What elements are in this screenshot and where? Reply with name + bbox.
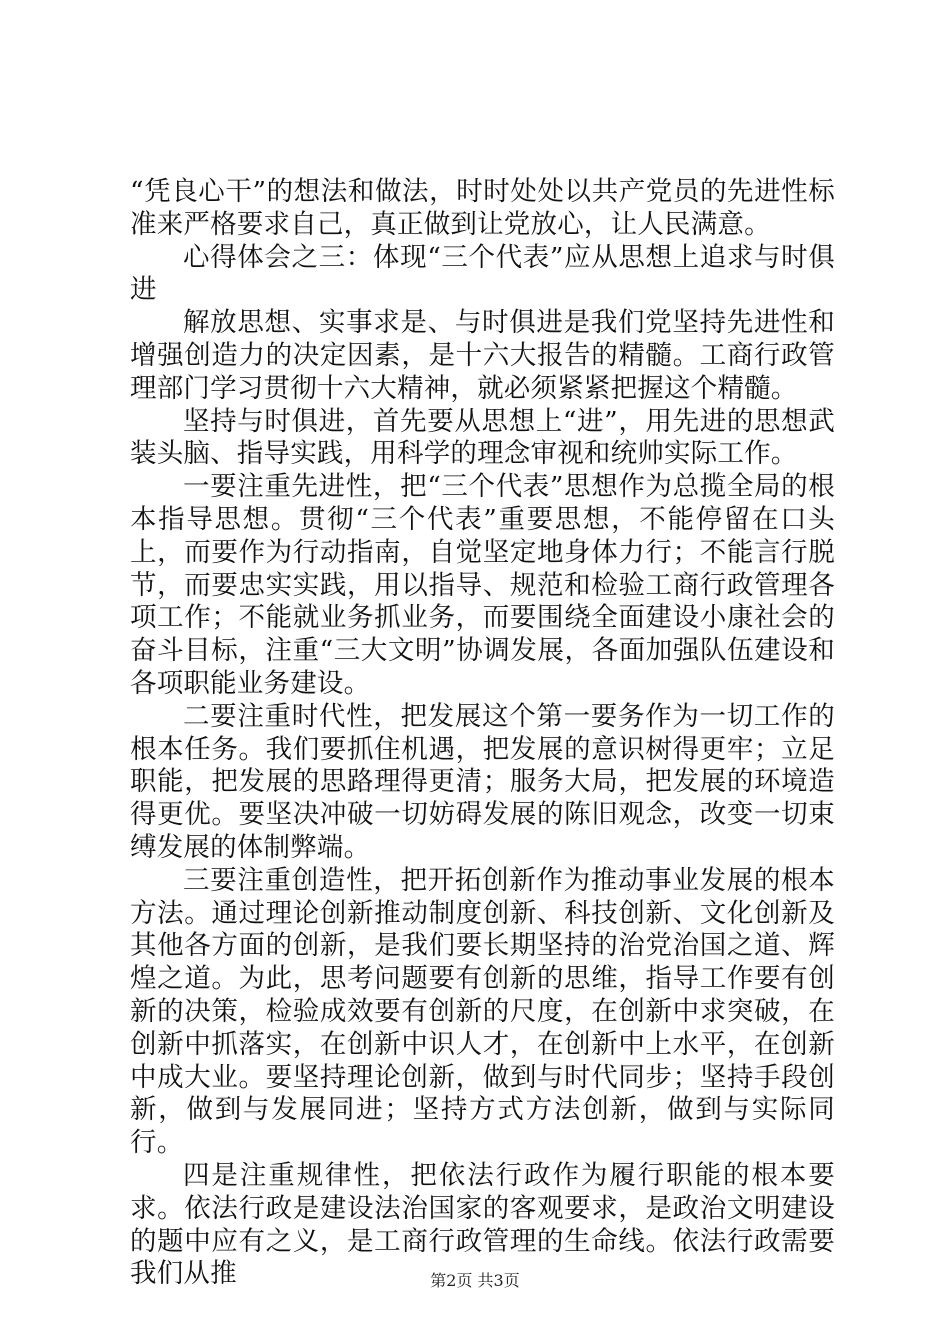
page-number-footer: 第2页 共3页 (430, 1271, 520, 1290)
paragraph-continuation: “凭良心干”的想法和做法，时时处处以共产党员的先进性标准来严格要求自己，真正做到让党放心，让人民满意。 (130, 176, 835, 240)
paragraph: 解放思想、实事求是、与时俱进是我们党坚持先进性和增强创造力的决定因素，是十六大报告的精髓。工商行政管理部门学习贯彻十六大精神，就必须紧紧把握这个精髓。 (130, 307, 835, 404)
paragraph: 坚持与时俱进，首先要从思想上“进”，用先进的思想武装头脑、指导实践，用科学的理念审视和统帅实际工作。 (130, 405, 835, 470)
paragraph: 一要注重先进性，把“三个代表”思想作为总揽全局的根本指导思想。贯彻“三个代表”重要思想，不能停留在口头上，而要作为行动指南，自觉坚定地身体力行；不能言行脱节，而要忠实实践，用以指导、规范和检验工商行政管理各项工作；不能就业务抓业务，而要围绕全面建设小康社会的奋斗目标，注重“三大文明”协调发展，各面加强队伍建设和各项职能业务建设。 (130, 471, 835, 699)
document-body (130, 176, 835, 1291)
paragraph: 三要注重创造性，把开拓创新作为推动事业发展的根本方法。通过理论创新推动制度创新、科技创新、文化创新及其他各方面的创新，是我们要长期坚持的治党治国之道、辉煌之道。为此，思考问题要有创新的思维，指导工作要有创新的决策，检验成效要有创新的尺度，在创新中求突破，在创新中抓落实，在创新中识人才，在创新中上水平，在创新中成大业。要坚持理论创新，做到与时代同步；坚持手段创新，做到与发展同进；坚持方式方法创新，做到与实际同行。 (130, 864, 835, 1159)
paragraph: 四是注重规律性，把依法行政作为履行职能的根本要求。依法行政是建设法治国家的客观要求，是政治文明建设的题中应有之义，是工商行政管理的生命线。依法行政需要我们从推 (130, 1159, 835, 1290)
paragraph: 二要注重时代性，把发展这个第一要务作为一切工作的根本任务。我们要抓住机遇，把发展的意识树得更牢；立足职能，把发展的思路理得更清；服务大局，把发展的环境造得更优。要坚决冲破一切妨碍发展的陈旧观念，改变一切束缚发展的体制弊端。 (130, 700, 835, 863)
section-heading: 心得体会之三：体现“三个代表”应从思想上追求与时俱进 (130, 241, 835, 306)
